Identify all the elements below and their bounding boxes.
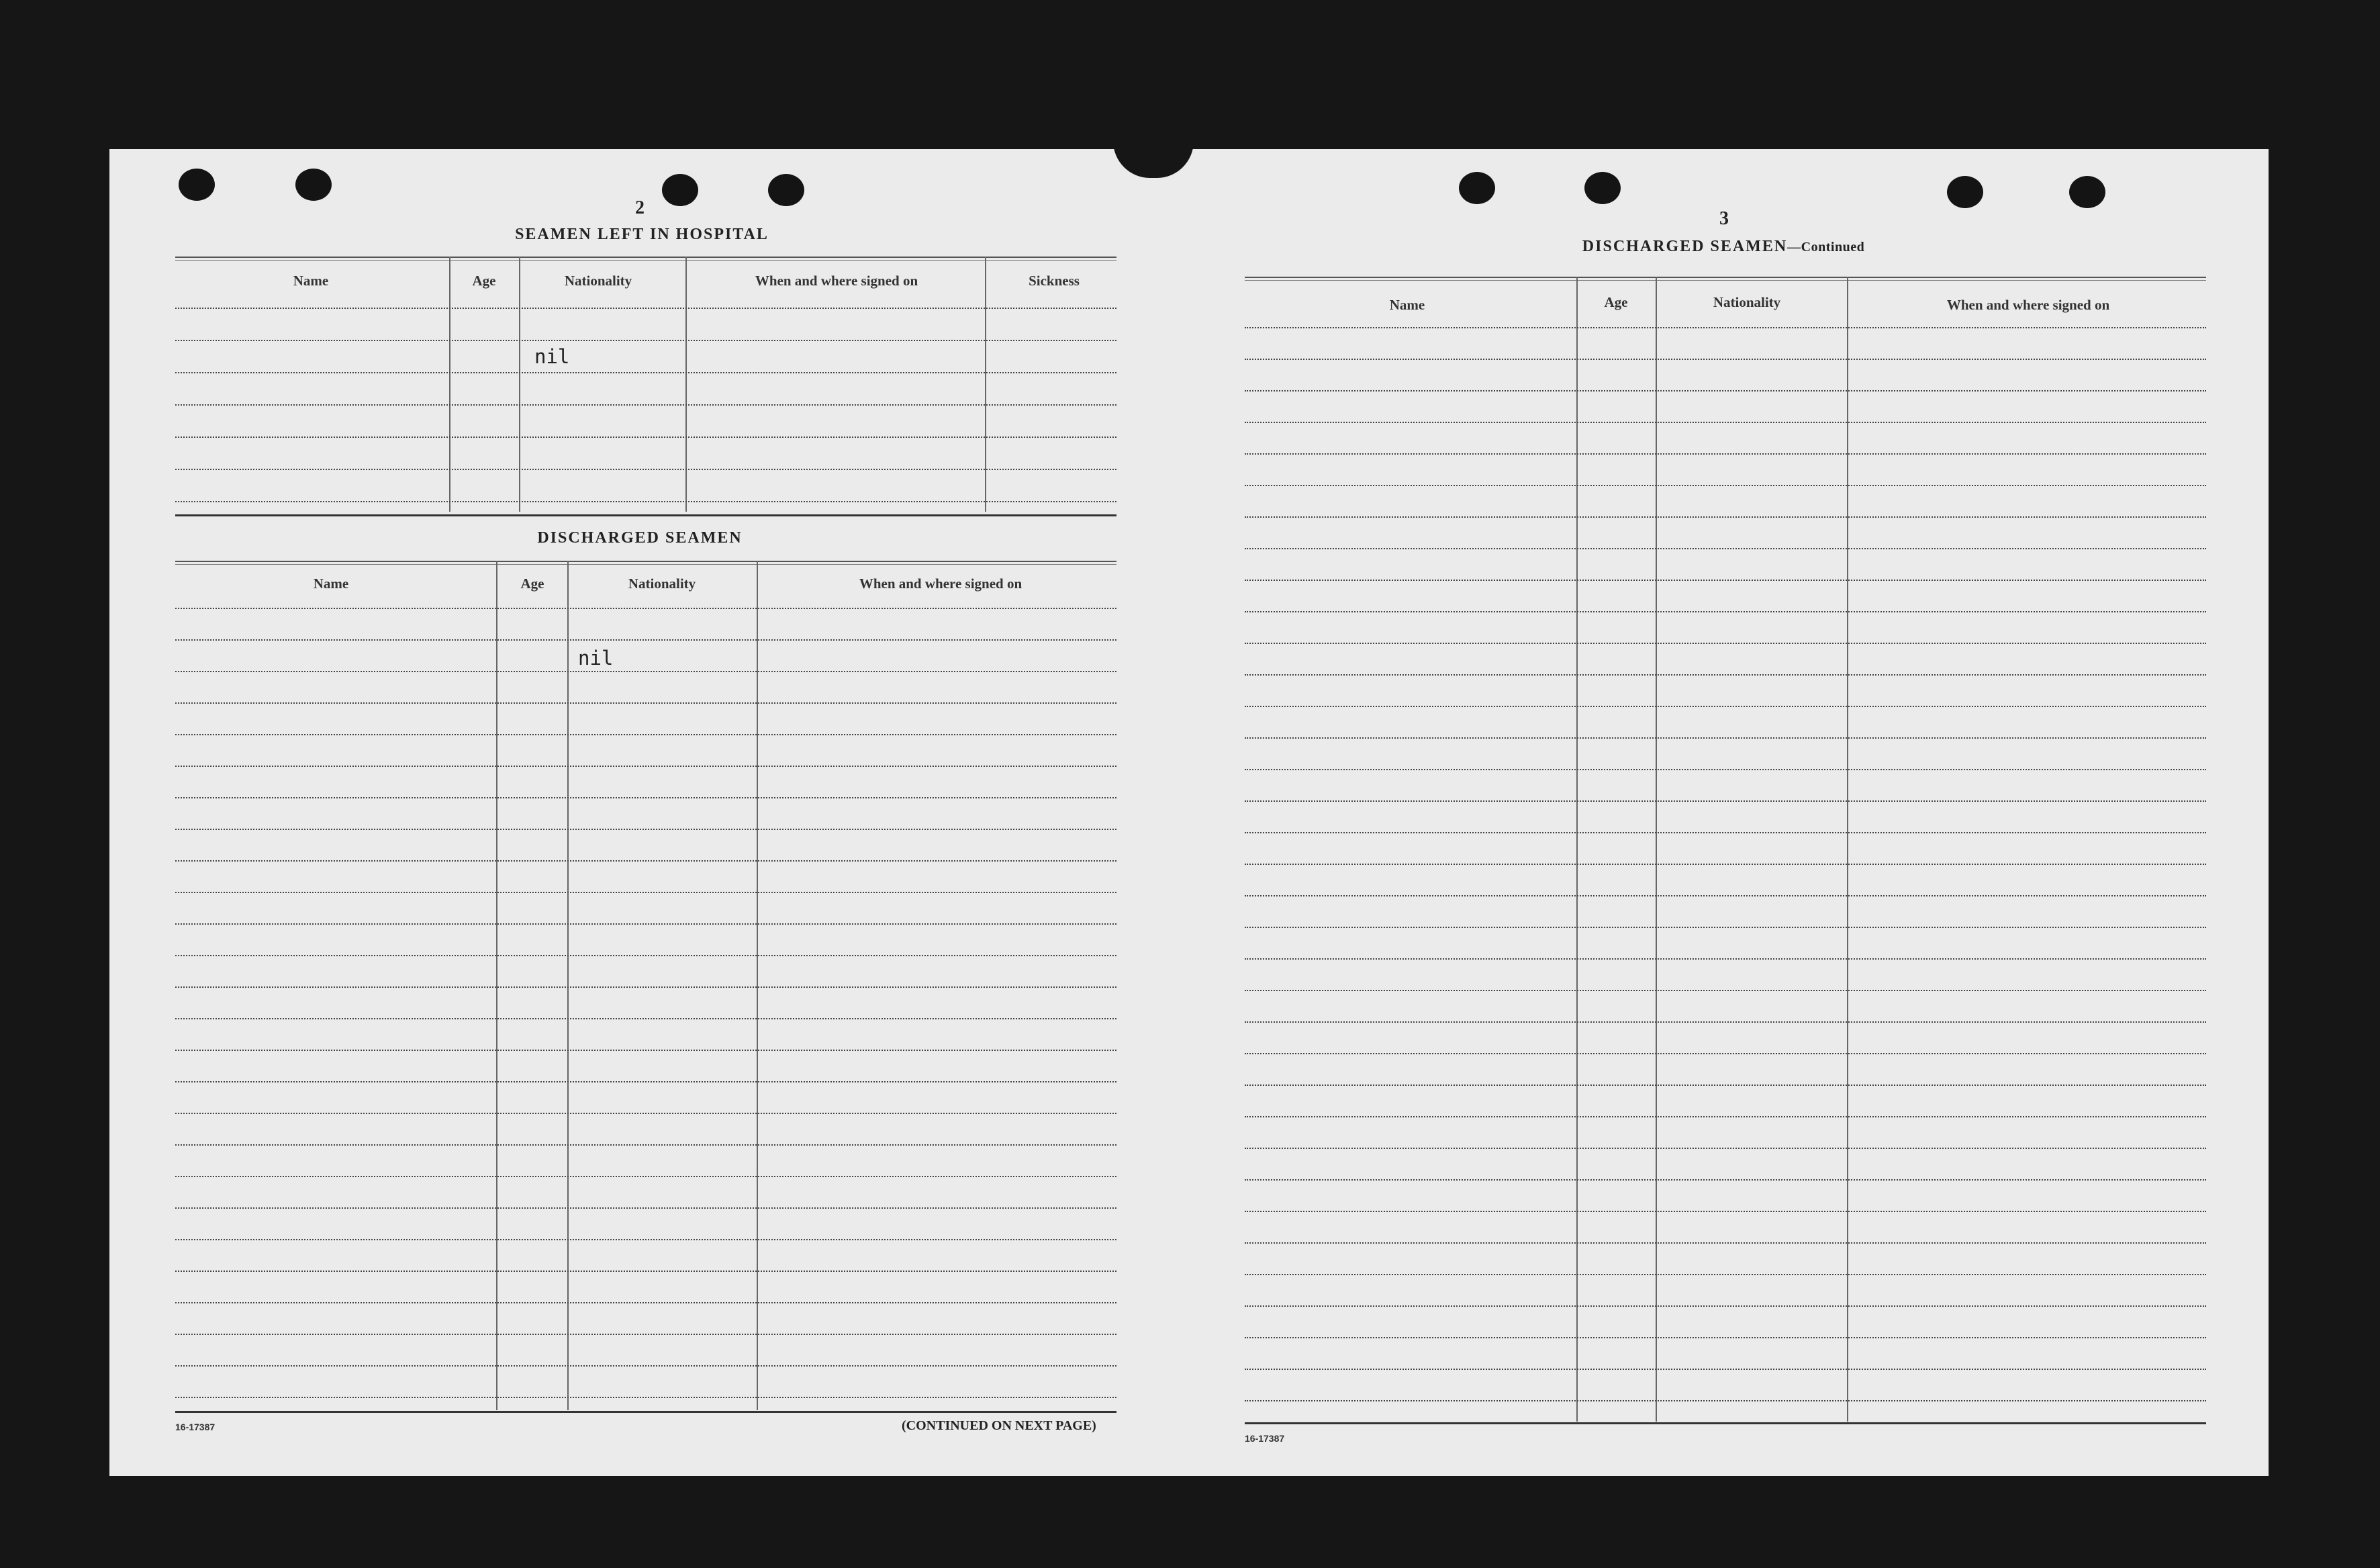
table-bottom-rule	[175, 514, 1116, 516]
col-header-sickness: Sickness	[1029, 273, 1080, 289]
punch-hole	[662, 174, 698, 206]
row-line	[175, 797, 1116, 798]
row-line	[175, 404, 1116, 406]
row-line	[1245, 800, 2206, 802]
row-line	[1245, 737, 2206, 739]
row-line	[1245, 990, 2206, 991]
col-header-name: Name	[293, 273, 329, 289]
row-line	[1245, 1085, 2206, 1086]
table-top-rule	[1245, 277, 2206, 281]
row-line	[175, 892, 1116, 893]
row-line	[1245, 548, 2206, 549]
row-line	[175, 1334, 1116, 1335]
row-line	[1245, 1242, 2206, 1244]
row-line	[1245, 706, 2206, 707]
left-page	[109, 149, 1157, 1476]
row-line	[175, 1144, 1116, 1146]
table-top-rule	[175, 257, 1116, 261]
row-line	[1245, 485, 2206, 486]
row-line	[175, 955, 1116, 956]
column-divider	[757, 561, 758, 1410]
table-top-rule	[175, 561, 1116, 565]
column-divider	[685, 257, 687, 512]
row-line	[175, 734, 1116, 735]
row-line	[1245, 1400, 2206, 1401]
row-line	[175, 986, 1116, 988]
punch-hole	[2069, 176, 2105, 208]
row-line	[175, 608, 1116, 609]
ledger-sheet	[109, 149, 2269, 1476]
row-line	[175, 469, 1116, 470]
discharged-continued-table	[1245, 277, 2206, 1311]
row-line	[175, 1050, 1116, 1051]
punch-hole	[1947, 176, 1983, 208]
continued-note: (CONTINUED ON NEXT PAGE)	[902, 1418, 1096, 1433]
column-divider	[449, 257, 450, 512]
row-line	[1245, 516, 2206, 518]
row-line	[1245, 958, 2206, 960]
column-divider	[985, 257, 986, 512]
row-line	[175, 766, 1116, 767]
hospital-section-title: SEAMEN LEFT IN HOSPITAL	[515, 226, 769, 243]
section-title-text: DISCHARGED SEAMEN	[1582, 238, 1788, 255]
form-number: 16-17387	[1245, 1433, 1285, 1444]
row-line	[175, 923, 1116, 925]
row-line	[175, 1081, 1116, 1082]
discharged-table	[175, 561, 1116, 1568]
row-line	[175, 436, 1116, 438]
column-divider	[567, 561, 569, 1410]
row-line	[1245, 927, 2206, 928]
row-line	[1245, 674, 2206, 676]
row-line	[1245, 1179, 2206, 1181]
row-line	[175, 671, 1116, 672]
row-line	[1245, 895, 2206, 896]
punch-hole	[179, 169, 215, 201]
row-line	[1245, 832, 2206, 833]
row-line	[175, 1018, 1116, 1019]
row-line	[1245, 611, 2206, 612]
col-header-nationality: Nationality	[1713, 294, 1781, 310]
row-line	[1245, 1021, 2206, 1023]
row-line	[1245, 390, 2206, 391]
row-line	[175, 639, 1116, 641]
punch-hole	[295, 169, 332, 201]
row-line	[1245, 864, 2206, 865]
punch-hole	[1459, 172, 1495, 204]
row-line	[175, 860, 1116, 862]
section-title-suffix: —Continued	[1787, 240, 1865, 255]
table-bottom-rule	[175, 1411, 1116, 1413]
row-line	[175, 1176, 1116, 1177]
row-line	[1245, 327, 2206, 328]
row-line	[1245, 1369, 2206, 1370]
column-divider	[1847, 277, 1848, 1422]
col-header-signed-on: When and where signed on	[859, 575, 1022, 592]
col-header-age: Age	[472, 273, 496, 289]
punch-hole	[1584, 172, 1621, 204]
column-divider	[496, 561, 497, 1410]
col-header-signed-on: When and where signed on	[1946, 297, 2110, 313]
column-divider	[1656, 277, 1657, 1422]
row-line	[175, 829, 1116, 830]
row-line	[1245, 1053, 2206, 1054]
row-line	[175, 340, 1116, 341]
row-line	[1245, 1274, 2206, 1275]
row-line	[1245, 769, 2206, 770]
col-header-signed-on: When and where signed on	[755, 273, 918, 289]
right-page	[1235, 149, 2269, 1476]
row-line	[175, 702, 1116, 704]
row-line	[1245, 359, 2206, 360]
row-line	[1245, 1337, 2206, 1338]
discharged-section-title: DISCHARGED SEAMEN	[537, 529, 743, 547]
row-line	[175, 1207, 1116, 1209]
col-header-age: Age	[1604, 294, 1628, 310]
row-line	[175, 1271, 1116, 1272]
row-line	[1245, 453, 2206, 455]
col-header-nationality: Nationality	[564, 273, 632, 289]
col-header-name: Name	[313, 575, 349, 592]
row-line	[1245, 1305, 2206, 1307]
col-header-age: Age	[520, 575, 544, 592]
row-line	[175, 1302, 1116, 1303]
row-line	[175, 1113, 1116, 1114]
form-number: 16-17387	[175, 1422, 216, 1432]
row-line	[1245, 1211, 2206, 1212]
row-line	[1245, 1116, 2206, 1117]
nationality-entry: nil	[534, 345, 570, 368]
table-bottom-rule	[1245, 1422, 2206, 1424]
row-line	[175, 372, 1116, 373]
row-line	[175, 1397, 1116, 1398]
punch-hole	[768, 174, 804, 206]
row-line	[1245, 422, 2206, 423]
row-line	[1245, 643, 2206, 644]
discharged-continued-title	[1582, 238, 1864, 256]
row-line	[175, 308, 1116, 309]
column-divider	[1576, 277, 1578, 1422]
nationality-entry: nil	[578, 647, 614, 670]
row-line	[175, 501, 1116, 502]
col-header-nationality: Nationality	[628, 575, 696, 592]
page-number: 2	[635, 197, 645, 218]
col-header-name: Name	[1389, 297, 1425, 313]
row-line	[175, 1239, 1116, 1240]
row-line	[1245, 580, 2206, 581]
page-number: 3	[1719, 208, 1729, 229]
row-line	[1245, 1148, 2206, 1149]
column-divider	[519, 257, 520, 512]
row-line	[175, 1365, 1116, 1367]
